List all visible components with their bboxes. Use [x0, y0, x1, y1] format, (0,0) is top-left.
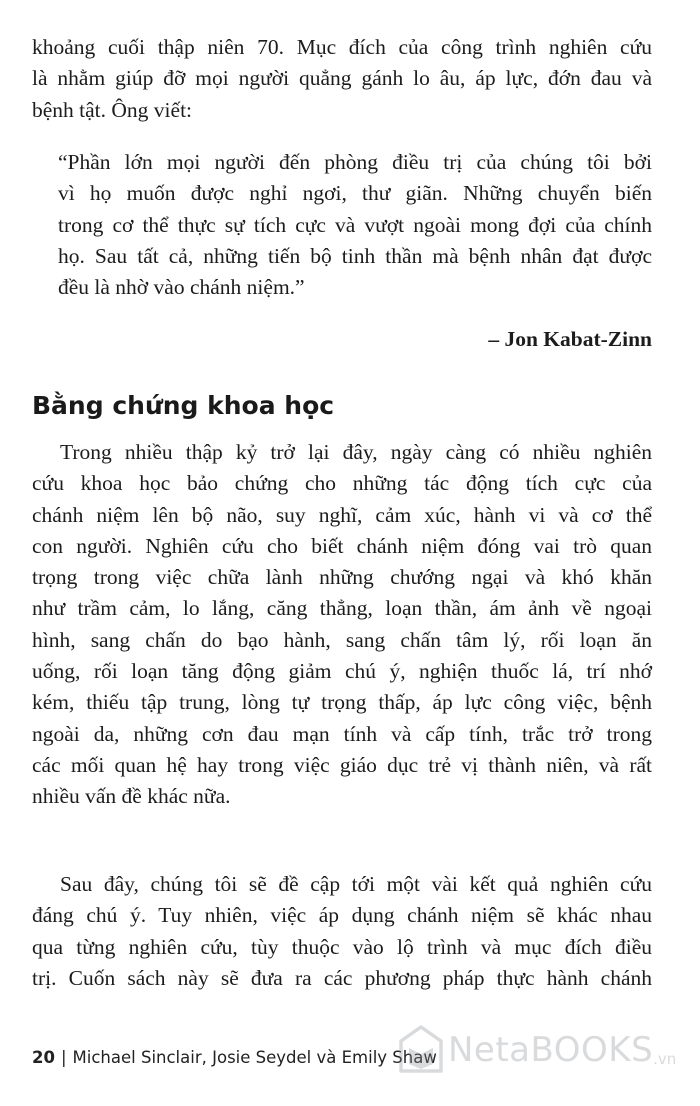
text-line: nhiều vấn đề khác nữa.	[32, 784, 231, 809]
text-line: trị. Cuốn sách này sẽ đưa ra các phương pháp thực hành chánh	[32, 965, 652, 990]
footer-authors: Michael Sinclair, Josie Seydel và Emily Shaw	[72, 1048, 437, 1067]
text-line: Trong nhiều thập kỷ trở lại đây, ngày càng có nhiều nghiên	[60, 440, 652, 464]
text-line: các mối quan hệ hay trong việc giáo dục trẻ vị thành niên, và rất	[32, 752, 652, 777]
text-line: khoảng cuối thập niên 70. Mục đích của công trình nghiên cứu	[32, 35, 652, 59]
section-heading: Bằng chứng khoa học	[32, 391, 335, 420]
text-line: con người. Nghiên cứu cho biết chánh niệm đóng vai trò quan	[32, 533, 652, 558]
text-line: đều là nhờ vào chánh niệm.”	[58, 275, 305, 300]
text-line: Sau đây, chúng tôi sẽ đề cập tới một vài kết quả nghiên cứu	[60, 872, 652, 896]
intro-paragraph	[32, 32, 652, 126]
watermark-tld: .vn	[653, 1050, 677, 1068]
text-line: uống, rối loạn tăng động giảm chú ý, nghiện thuốc lá, trí nhớ	[32, 659, 652, 684]
book-page	[32, 0, 652, 1106]
text-line: cứu khoa học bảo chứng cho những tác động tích cực của	[32, 471, 652, 496]
watermark-brand: NetaBOOKS	[448, 1030, 654, 1070]
text-line: qua từng nghiên cứu, tùy thuộc vào lộ trình và mục đích điều	[32, 934, 652, 959]
book-house-icon	[398, 1024, 444, 1076]
text-line: trong cơ thể thực sự tích cực và vượt ngoài mong đợi của chính	[58, 212, 652, 237]
text-line: vì họ muốn được nghỉ ngơi, thư giãn. Những chuyển biến	[58, 181, 652, 206]
text-line: chánh niệm lên bộ não, suy nghĩ, cảm xúc, hành vi và cơ thể	[32, 502, 652, 527]
footer-separator: |	[60, 1048, 67, 1067]
text-line: “Phần lớn mọi người đến phòng điều trị của chúng tôi bởi	[58, 150, 652, 174]
body-paragraph-1	[32, 437, 652, 813]
text-line: kém, thiếu tập trung, lòng tự trọng thấp, áp lực công việc, bệnh	[32, 690, 652, 715]
text-line: là nhằm giúp đỡ mọi người quẳng gánh lo âu, áp lực, đớn đau và	[32, 66, 652, 91]
body-paragraph-2	[32, 869, 652, 994]
block-quote	[58, 147, 652, 303]
text-line: bệnh tật. Ông viết:	[32, 97, 193, 122]
text-line: ngoài da, những cơn đau mạn tính và cấp tính, trắc trở trong	[32, 721, 652, 746]
text-line: như trầm cảm, lo lắng, căng thẳng, loạn thần, ám ảnh về ngoại	[32, 596, 652, 621]
text-line: hình, sang chấn do bạo hành, sang chấn tâm lý, rối loạn ăn	[32, 627, 652, 652]
netabooks-watermark	[398, 1018, 698, 1082]
text-line: họ. Sau tất cả, những tiến bộ tinh thần mà bệnh nhân đạt được	[58, 243, 652, 268]
text-line: trọng trong việc chữa lành những chướng ngại và khó khăn	[32, 565, 652, 590]
text-line: đáng chú ý. Tuy nhiên, việc áp dụng chánh niệm sẽ khác nhau	[32, 903, 652, 928]
page-footer	[32, 1047, 437, 1069]
quote-attribution: – Jon Kabat-Zinn	[488, 327, 652, 351]
page-number: 20	[32, 1048, 55, 1067]
